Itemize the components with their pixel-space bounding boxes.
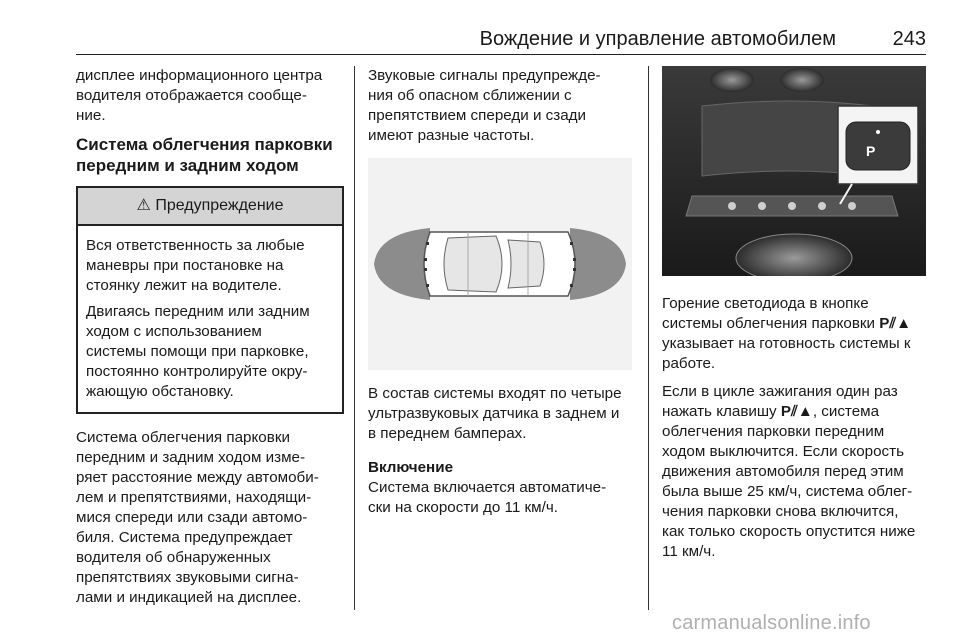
warning-title: Предупреждение [155, 197, 284, 214]
body-text: Система облегчения парковки передним и задним ходом изме- ряет расстояние между автомоби- лем и препятствиями, находящи- мися спереди или сзади автомо- биля. Система предупреждает водителя об обнаруженных препятствиях звуковыми сигна- лами и индикацией на дисплее. [76, 429, 319, 606]
beep-text: Звуковые сигналы предупрежде- ния об опасном сближении с препятствием спереди и сзади имеют разные частоты. [368, 67, 601, 144]
warning-text-1: Вся ответственность за любые маневры при постановке на стоянку лежит на водителе. [86, 237, 305, 294]
column-left [76, 66, 344, 616]
column-divider [354, 66, 355, 610]
chapter-title: Вождение и управление автомобилем [479, 28, 836, 50]
parking-symbol: P⫽▲ [780, 403, 813, 420]
sensor-diagram [368, 158, 632, 370]
led-text: Горение светодиода в кнопке системы облегчения парковки P⫽▲ указывает на готовность системы к работе. [662, 295, 912, 372]
sensor-text: В состав системы входят по четыре ультразвуковых датчика в заднем и в переднем бамперах. [368, 385, 622, 442]
subheading-activation: Включение [368, 459, 454, 476]
warning-box [76, 186, 344, 414]
warning-body [78, 226, 342, 412]
console-photo [662, 66, 926, 276]
activation-text: Система включается автоматиче- ски на скорости до 11 км/ч. [368, 479, 607, 516]
parking-symbol: P⫽▲ [879, 315, 912, 332]
button-label: P [866, 143, 876, 159]
warning-icon: ⚠ [136, 197, 151, 214]
section-heading: Система облегчения парковки передним и задним ходом [76, 135, 333, 175]
page-number: 243 [892, 28, 926, 50]
intro-text: дисплее информационного центра водителя отображается сообще- ние. [76, 67, 323, 124]
center-console-illustration [662, 66, 926, 276]
watermark: carmanualsonline.info [672, 612, 871, 634]
warning-header [78, 188, 342, 226]
deactivate-text: Если в цикле зажигания один раз нажать клавишу P⫽▲, система облегчения парковки передним ходом выключится. Если скорость движения автомобиля перед этим была выше 25 км/ч, система облег- чения парковки снова включится, как только скорость опустится ниже 11 км/ч. [662, 383, 916, 560]
page-header [76, 24, 926, 55]
car-top-view-illustration [368, 158, 632, 370]
column-divider [648, 66, 649, 610]
column-middle [368, 66, 634, 526]
warning-text-2: Двигаясь передним или задним ходом с использованием системы помощи при парковке, постоянно контролируйте окру- жающую обстановку. [86, 303, 310, 400]
